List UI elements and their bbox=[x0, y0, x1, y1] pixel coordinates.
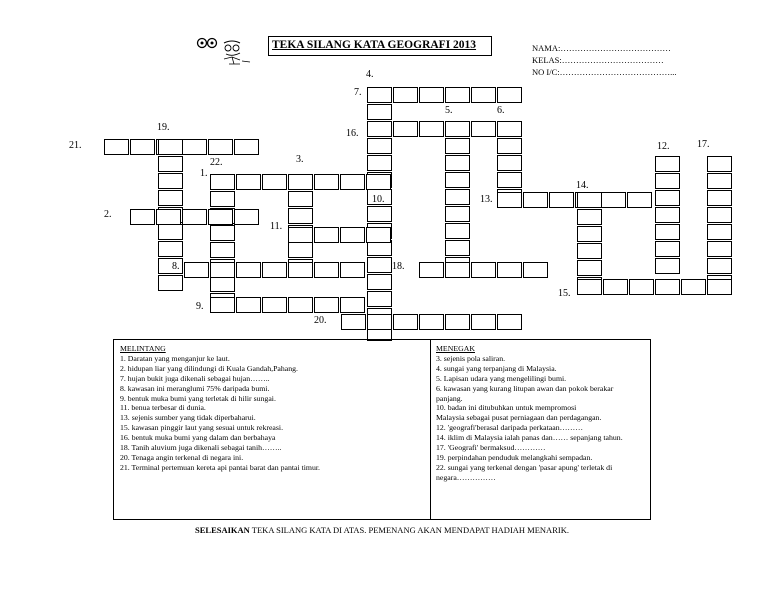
crossword-cell[interactable] bbox=[577, 260, 602, 276]
crossword-cell[interactable] bbox=[158, 224, 183, 240]
crossword-cell[interactable] bbox=[523, 262, 548, 278]
crossword-cell[interactable] bbox=[158, 173, 183, 189]
crossword-cell[interactable] bbox=[471, 121, 496, 137]
crossword-cell[interactable] bbox=[288, 227, 313, 243]
crossword-cell[interactable] bbox=[366, 227, 391, 243]
clue-number-18: 18. bbox=[392, 261, 405, 272]
clue-number-22: 22. bbox=[210, 157, 223, 168]
crossword-cell[interactable] bbox=[629, 279, 654, 295]
down-clue: 17. 'Geografi' bermaksud………… bbox=[436, 443, 546, 453]
crossword-cell[interactable] bbox=[707, 173, 732, 189]
crossword-cell[interactable] bbox=[158, 275, 183, 291]
across-clue: 15. kawasan pinggir laut yang sesuai untuk rekreasi. bbox=[120, 423, 284, 433]
across-clue: 8. kawasan ini meranglumi 75% daripada bumi. bbox=[120, 383, 270, 393]
crossword-cell[interactable] bbox=[208, 209, 233, 225]
crossword-cell[interactable] bbox=[601, 192, 626, 208]
crossword-cell[interactable] bbox=[340, 262, 365, 278]
clue-number-3: 3. bbox=[296, 154, 304, 165]
crossword-cell[interactable] bbox=[314, 174, 339, 190]
crossword-cell[interactable] bbox=[210, 225, 235, 241]
down-clue: 4. sungai yang terpanjang di Malaysia. bbox=[436, 363, 557, 373]
across-clues bbox=[120, 344, 420, 473]
down-clue: panjang. bbox=[436, 393, 463, 403]
crossword-cell[interactable] bbox=[393, 87, 418, 103]
down-clue: 22. sungai yang terkenal dengan 'pasar apung' terletak di bbox=[436, 462, 613, 472]
crossword-cell[interactable] bbox=[340, 174, 365, 190]
across-clue: 7. hujan bukit juga dikenali sebagai hujan…….. bbox=[120, 373, 270, 383]
crossword-cell[interactable] bbox=[419, 87, 444, 103]
down-clues bbox=[436, 344, 648, 483]
footer-text: TEKA SILANG KATA DI ATAS. PEMENANG AKAN MENDAPAT HADIAH MENARIK. bbox=[249, 525, 569, 535]
crossword-cell[interactable] bbox=[367, 274, 392, 290]
crossword-cell[interactable] bbox=[156, 209, 181, 225]
clue-number-8: 8. bbox=[172, 261, 180, 272]
clue-number-14: 14. bbox=[576, 180, 589, 191]
crossword-cell[interactable] bbox=[210, 297, 235, 313]
crossword-cell[interactable] bbox=[707, 190, 732, 206]
crossword-cell[interactable] bbox=[707, 207, 732, 223]
crossword-cell[interactable] bbox=[707, 241, 732, 257]
crossword-cell[interactable] bbox=[419, 314, 444, 330]
crossword-cell[interactable] bbox=[445, 223, 470, 239]
clue-number-9: 9. bbox=[196, 301, 204, 312]
clue-number-2: 2. bbox=[104, 209, 112, 220]
crossword-cell[interactable] bbox=[471, 87, 496, 103]
crossword-cell[interactable] bbox=[288, 191, 313, 207]
crossword-cell[interactable] bbox=[340, 227, 365, 243]
crossword-cell[interactable] bbox=[184, 262, 209, 278]
crossword-cell[interactable] bbox=[471, 262, 496, 278]
clue-number-6: 6. bbox=[497, 105, 505, 116]
crossword-cell[interactable] bbox=[549, 192, 574, 208]
puzzle-title: TEKA SILANG KATA GEOGRAFI 2013 bbox=[272, 39, 477, 51]
crossword-cell[interactable] bbox=[681, 279, 706, 295]
crossword-cell[interactable] bbox=[367, 206, 392, 222]
clue-number-17: 17. bbox=[697, 139, 710, 150]
clue-number-20: 20. bbox=[314, 315, 327, 326]
clue-number-4: 4. bbox=[366, 69, 374, 80]
crossword-cell[interactable] bbox=[367, 138, 392, 154]
crossword-cell[interactable] bbox=[497, 314, 522, 330]
crossword-cell[interactable] bbox=[367, 257, 392, 273]
crossword-cell[interactable] bbox=[288, 174, 313, 190]
clue-number-19: 19. bbox=[157, 122, 170, 133]
crossword-cell[interactable] bbox=[340, 297, 365, 313]
crossword-cell[interactable] bbox=[655, 241, 680, 257]
crossword-cell[interactable] bbox=[497, 155, 522, 171]
across-clue: 16. bentuk muka bumi yang dalam dan berbahaya bbox=[120, 433, 276, 443]
crossword-cell[interactable] bbox=[445, 262, 470, 278]
crossword-cell[interactable] bbox=[577, 209, 602, 225]
crossword-cell[interactable] bbox=[288, 262, 313, 278]
crossword-cell[interactable] bbox=[262, 174, 287, 190]
crossword-cell[interactable] bbox=[655, 224, 680, 240]
crossword-cell[interactable] bbox=[367, 291, 392, 307]
clue-number-12: 12. bbox=[657, 141, 670, 152]
crossword-cell[interactable] bbox=[497, 138, 522, 154]
crossword-cell[interactable] bbox=[445, 87, 470, 103]
crossword-cell[interactable] bbox=[445, 172, 470, 188]
clue-number-13: 13. bbox=[480, 194, 493, 205]
ic-number-field: NO I/C:…………………………………... bbox=[532, 67, 677, 77]
cartoon-face-logo bbox=[196, 37, 256, 69]
crossword-cell[interactable] bbox=[234, 209, 259, 225]
down-clue: 12. 'geografi'berasal daripada perkataan……… bbox=[436, 423, 583, 433]
down-clue: 19. perpindahan penduduk melangkahi sempadan. bbox=[436, 452, 593, 462]
crossword-cell[interactable] bbox=[288, 208, 313, 224]
crossword-cell[interactable] bbox=[158, 156, 183, 172]
crossword-cell[interactable] bbox=[707, 258, 732, 274]
down-clue: 10. badan ini ditubuhkan untuk mempromosi bbox=[436, 403, 577, 413]
crossword-cell[interactable] bbox=[419, 262, 444, 278]
crossword-cell[interactable] bbox=[288, 242, 313, 258]
crossword-cell[interactable] bbox=[130, 209, 155, 225]
crossword-cell[interactable] bbox=[262, 297, 287, 313]
crossword-cell[interactable] bbox=[419, 121, 444, 137]
crossword-cell[interactable] bbox=[236, 297, 261, 313]
crossword-cell[interactable] bbox=[445, 121, 470, 137]
down-clue: 6. kawasan yang kurang litupan awan dan pokok berakar bbox=[436, 383, 614, 393]
across-clue: 1. Daratan yang menganjur ke laut. bbox=[120, 353, 230, 363]
crossword-cell[interactable] bbox=[210, 262, 235, 278]
crossword-cell[interactable] bbox=[210, 242, 235, 258]
crossword-cell[interactable] bbox=[577, 279, 602, 295]
across-clue: 21. Terminal pertemuan kereta api pantai barat dan pantai timur. bbox=[120, 462, 321, 472]
crossword-cell[interactable] bbox=[262, 262, 287, 278]
clues-box bbox=[113, 339, 651, 520]
footer-bold: SELESAIKAN bbox=[195, 525, 250, 535]
crossword-cell[interactable] bbox=[236, 174, 261, 190]
down-clue: 14. iklim di Malaysia ialah panas dan…… sepanjang tahun. bbox=[436, 433, 623, 443]
crossword-cell[interactable] bbox=[367, 314, 392, 330]
clue-number-21: 21. bbox=[69, 140, 82, 151]
crossword-cell[interactable] bbox=[577, 226, 602, 242]
crossword-cell[interactable] bbox=[445, 155, 470, 171]
crossword-cell[interactable] bbox=[445, 138, 470, 154]
crossword-cell[interactable] bbox=[234, 139, 259, 155]
clues-divider bbox=[430, 339, 431, 520]
crossword-cell[interactable] bbox=[707, 156, 732, 172]
across-heading: MELINTANG bbox=[120, 344, 166, 353]
crossword-cell[interactable] bbox=[104, 139, 129, 155]
crossword-cell[interactable] bbox=[367, 121, 392, 137]
crossword-cell[interactable] bbox=[210, 191, 235, 207]
crossword-cell[interactable] bbox=[497, 192, 522, 208]
crossword-cell[interactable] bbox=[182, 209, 207, 225]
crossword-cell[interactable] bbox=[655, 156, 680, 172]
crossword-cell[interactable] bbox=[655, 190, 680, 206]
crossword-cell[interactable] bbox=[471, 314, 496, 330]
name-field: NAMA:………………………………… bbox=[532, 43, 671, 53]
crossword-cell[interactable] bbox=[367, 155, 392, 171]
crossword-cell[interactable] bbox=[314, 262, 339, 278]
crossword-cell[interactable] bbox=[707, 224, 732, 240]
crossword-cell[interactable] bbox=[497, 121, 522, 137]
crossword-cell[interactable] bbox=[130, 139, 155, 155]
crossword-cell[interactable] bbox=[210, 174, 235, 190]
crossword-cell[interactable] bbox=[366, 174, 391, 190]
clue-number-1: 1. bbox=[200, 168, 208, 179]
crossword-cell[interactable] bbox=[393, 121, 418, 137]
crossword-cell[interactable] bbox=[445, 314, 470, 330]
clue-number-7: 7. bbox=[354, 87, 362, 98]
crossword-cell[interactable] bbox=[210, 276, 235, 292]
crossword-cell[interactable] bbox=[655, 279, 680, 295]
crossword-cell[interactable] bbox=[445, 206, 470, 222]
down-clue: 3. sejenis pola saliran. bbox=[436, 353, 506, 363]
crossword-cell[interactable] bbox=[158, 190, 183, 206]
crossword-cell[interactable] bbox=[523, 192, 548, 208]
clue-number-15: 15. bbox=[558, 288, 571, 299]
crossword-cell[interactable] bbox=[158, 241, 183, 257]
crossword-cell[interactable] bbox=[236, 262, 261, 278]
footer-instruction bbox=[113, 525, 651, 535]
crossword-cell[interactable] bbox=[655, 173, 680, 189]
crossword-cell[interactable] bbox=[497, 87, 522, 103]
clue-number-16: 16. bbox=[346, 128, 359, 139]
crossword-cell[interactable] bbox=[627, 192, 652, 208]
crossword-cell[interactable] bbox=[208, 139, 233, 155]
crossword-cell[interactable] bbox=[497, 262, 522, 278]
crossword-cell[interactable] bbox=[603, 279, 628, 295]
crossword-cell[interactable] bbox=[314, 227, 339, 243]
clue-number-5: 5. bbox=[445, 105, 453, 116]
crossword-cell[interactable] bbox=[288, 297, 313, 313]
down-clue: negara…………… bbox=[436, 472, 496, 482]
crossword-cell[interactable] bbox=[497, 172, 522, 188]
crossword-cell[interactable] bbox=[445, 189, 470, 205]
crossword-cell[interactable] bbox=[445, 240, 470, 256]
down-clue: 5. Lapisan udara yang mengelilingi bumi. bbox=[436, 373, 567, 383]
across-clue: 9. bentuk muka bumi yang terletak di hilir sungai. bbox=[120, 393, 276, 403]
across-clue: 13. sejenis sumber yang tidak diperbaharui. bbox=[120, 413, 256, 423]
across-clue: 2. hidupan liar yang dilindungi di Kuala Gandah,Pahang. bbox=[120, 363, 298, 373]
down-heading: MENEGAK bbox=[436, 344, 475, 353]
crossword-cell[interactable] bbox=[393, 314, 418, 330]
crossword-cell[interactable] bbox=[367, 87, 392, 103]
crossword-cell[interactable] bbox=[182, 139, 207, 155]
across-clue: 11. benua terbesar di dunia. bbox=[120, 403, 206, 413]
across-clue: 18. Tanih aluvium juga dikenali sebagai tanih…….. bbox=[120, 443, 282, 453]
clue-number-11: 11. bbox=[270, 221, 283, 232]
across-clue: 20. Tenaga angin terkenal di negara ini. bbox=[120, 452, 244, 462]
crossword-cell[interactable] bbox=[158, 139, 183, 155]
crossword-cell[interactable] bbox=[577, 243, 602, 259]
down-clue: Malaysia sebagai pusat perniagaan dan perdagangan. bbox=[436, 413, 602, 423]
crossword-cell[interactable] bbox=[314, 297, 339, 313]
crossword-cell[interactable] bbox=[655, 207, 680, 223]
clue-number-10: 10. bbox=[372, 194, 385, 205]
crossword-cell[interactable] bbox=[707, 279, 732, 295]
crossword-cell[interactable] bbox=[655, 258, 680, 274]
class-field: KELAS:……………………………… bbox=[532, 55, 664, 65]
crossword-cell[interactable] bbox=[577, 192, 602, 208]
crossword-cell[interactable] bbox=[367, 104, 392, 120]
crossword-cell[interactable] bbox=[341, 314, 366, 330]
